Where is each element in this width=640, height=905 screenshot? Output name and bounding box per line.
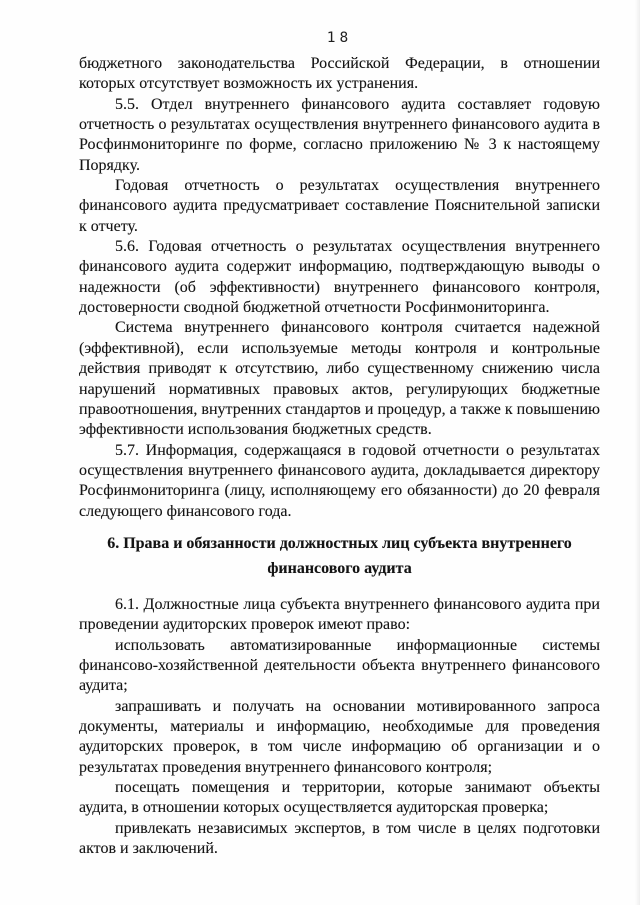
document-body — [79, 54, 600, 859]
paragraph-5-5: 5.5. Отдел внутреннего финансового аудита составляет годовую отчетность о результатах осуществления внутреннего финансового аудита в Росфинмониторинге по форме, согласно приложению № 3 к настоящему Порядку. — [79, 95, 600, 174]
paragraph-right-request-documents: запрашивать и получать на основании мотивированного запроса документы, материалы и информацию, необходимые для проведения аудиторских проверок, в том числе информацию об организации и о результатах проведения внутреннего финансового контроля; — [79, 697, 600, 776]
paragraph-control-system-reliability: Система внутреннего финансового контроля считается надежной (эффективной), если используемые методы контроля и контрольные действия приводят к отсутствию, либо существенному снижению числа нарушений нормативных правовых актов, регулирующих бюджетные правоотношения, внутренних стандартов и процедур, а также к повышению эффективности использования бюджетных средств. — [79, 319, 600, 439]
paragraph-5-7: 5.7. Информация, содержащаяся в годовой отчетности о результатах осуществления внутреннего финансового аудита, докладывается директору Росфинмониторинга (лицу, исполняющему его обязанности) до 20 февраля следующего финансового года. — [79, 441, 600, 520]
page-number: 18 — [326, 30, 353, 46]
paragraph-right-use-systems: использовать автоматизированные информационные системы финансово-хозяйственной деятельности объекта внутреннего финансового аудита; — [79, 636, 600, 695]
paragraph-right-engage-experts: привлекать независимых экспертов, в том числе в целях подготовки актов и заключений. — [79, 819, 600, 858]
paragraph-right-visit-premises: посещать помещения и территории, которые занимают объекты аудита, в отношении которых осуществляется аудиторская проверка; — [79, 779, 600, 817]
paragraph-6-1: 6.1. Должностные лица субъекта внутреннего финансового аудита при проведении аудиторских проверок имеют право: — [79, 595, 600, 634]
section-6-heading: 6. Права и обязанности должностных лиц субъекта внутреннего финансового аудита — [107, 534, 572, 577]
scan-edge-shadow — [635, 0, 640, 905]
paragraph-5-6: 5.6. Годовая отчетность о результатах осуществления внутреннего финансового аудита содержит информацию, подтверждающую выводы о надежности (об эффективности) внутреннего финансового контроля, достоверности сводной бюджетной отчетности Росфинмониторинга. — [79, 238, 600, 317]
paragraph-annual-report-note: Годовая отчетность о результатах осуществления внутреннего финансового аудита предусматривает составление Пояснительной записки к отчету. — [79, 177, 600, 235]
paragraph-continuation: бюджетного законодательства Российской Федерации, в отношении которых отсутствует возможность их устранения. — [79, 55, 600, 93]
